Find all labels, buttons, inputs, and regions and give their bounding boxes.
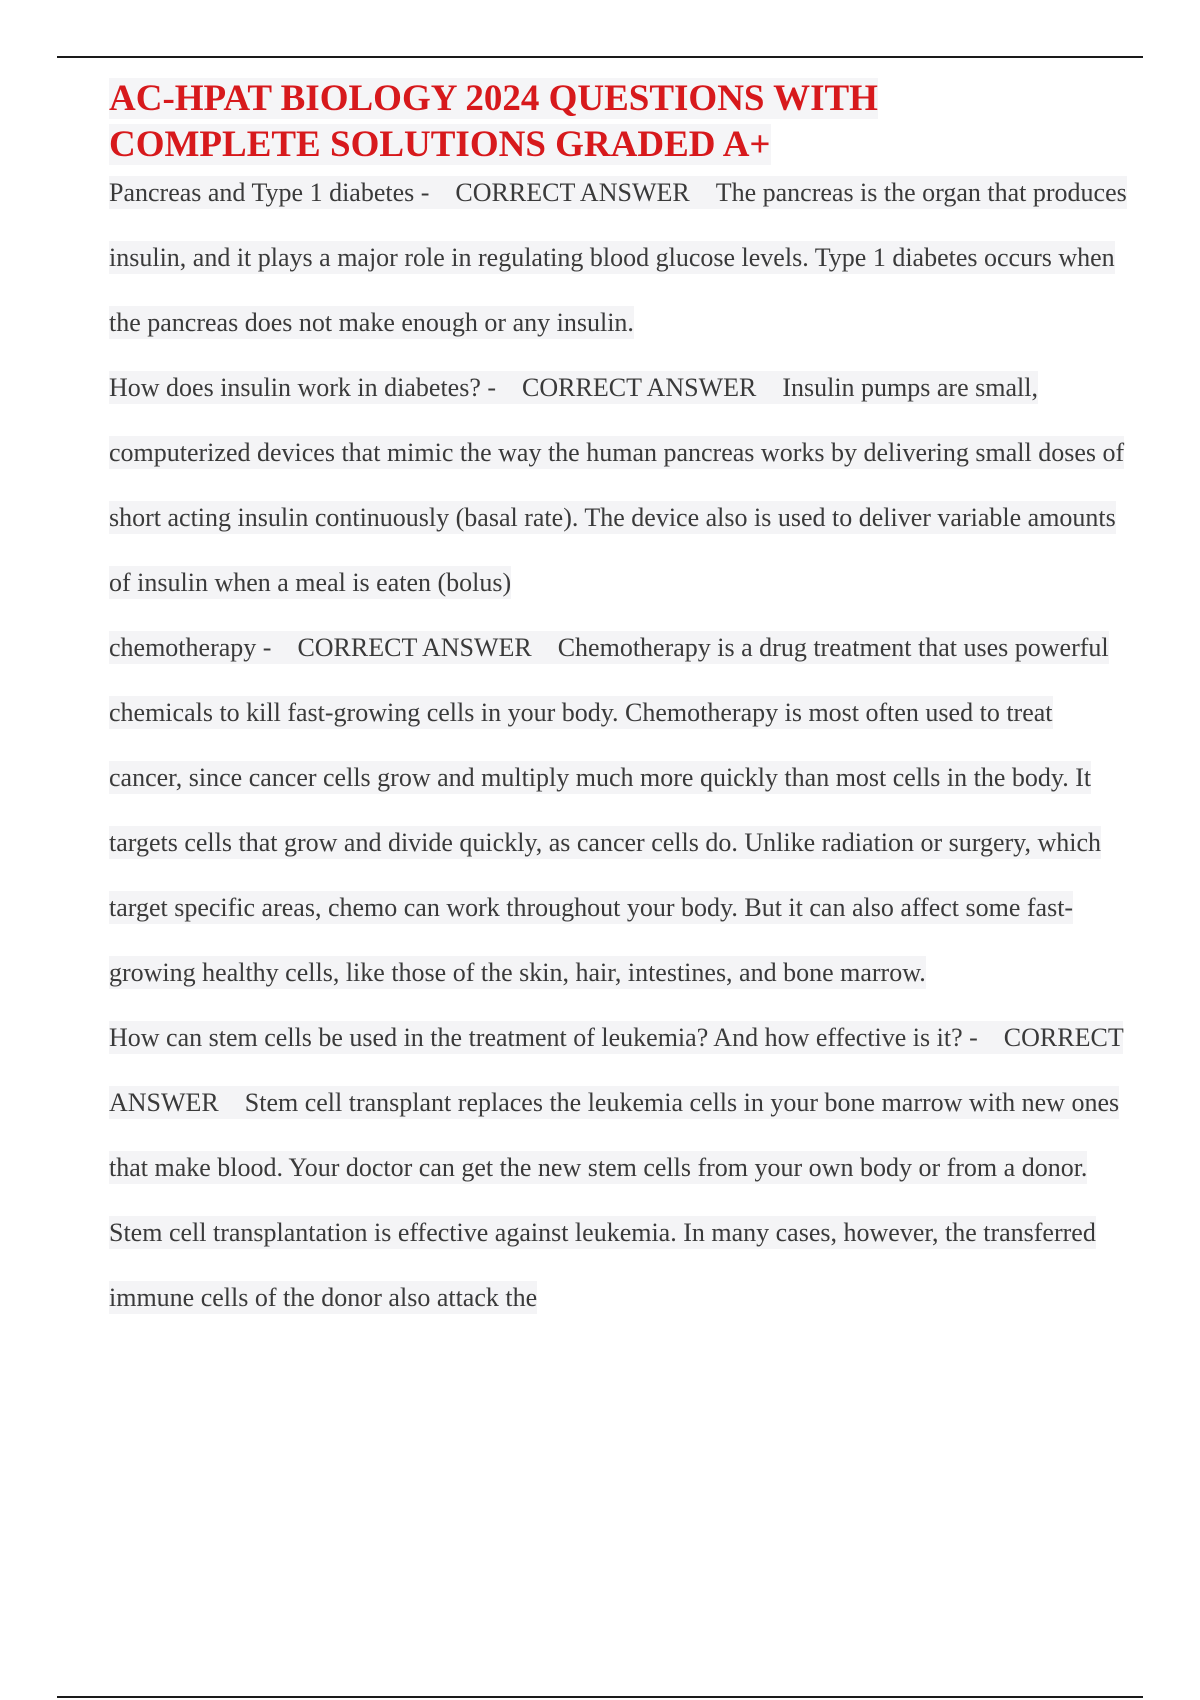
answer-text: Stem cell transplant replaces the leukemia cells in your bone marrow with new ones that make blood. Your doctor can get the new stem cells from your own body or from a donor. Stem cell transplantation is effective against leukemia. In many cases, however, the transferred immune cells of the donor also attack the xyxy=(109,1088,1120,1312)
correct-answer-marker: CORRECT ANSWER xyxy=(109,1023,1124,1117)
bottom-rule xyxy=(57,1696,1143,1698)
question-text: Pancreas and Type 1 diabetes - xyxy=(109,178,430,207)
correct-answer-marker: CORRECT ANSWER xyxy=(522,373,757,402)
top-rule xyxy=(57,56,1143,58)
qa-list xyxy=(109,160,1129,1330)
question-text: How can stem cells be used in the treatment of leukemia? And how effective is it? - xyxy=(109,1023,978,1052)
document-body xyxy=(109,76,1129,1330)
qa-entry-1 xyxy=(109,160,1129,355)
document-title: AC-HPAT BIOLOGY 2024 QUESTIONS WITH COMPLETE SOLUTIONS GRADED A+ xyxy=(109,78,878,165)
correct-answer-marker: CORRECT ANSWER xyxy=(297,633,532,662)
answer-text: The pancreas is the organ that produces insulin, and it plays a major role in regulating blood glucose levels. Type 1 diabetes occurs when the pancreas does not make enough or any insulin. xyxy=(109,178,1127,337)
correct-answer-marker: CORRECT ANSWER xyxy=(455,178,690,207)
qa-entry-2 xyxy=(109,355,1129,615)
qa-entry-4 xyxy=(109,1005,1129,1330)
question-text: chemotherapy - xyxy=(109,633,272,662)
answer-text: Chemotherapy is a drug treatment that uses powerful chemicals to kill fast-growing cells in your body. Chemotherapy is most often used to treat cancer, since cancer cells grow and multiply much more quickly than most cells in the body. It targets cells that grow and divide quickly, as cancer cells do. Unlike radiation or surgery, which target specific areas, chemo can work throughout your body. But it can also affect some fast-growing healthy cells, like those of the skin, hair, intestines, and bone marrow. xyxy=(109,633,1109,987)
qa-entry-3 xyxy=(109,615,1129,1005)
title-block xyxy=(109,76,969,168)
question-text: How does insulin work in diabetes? - xyxy=(109,373,497,402)
answer-text: Insulin pumps are small, computerized devices that mimic the way the human pancreas works by delivering small doses of short acting insulin continuously (basal rate). The device also is used to deliver variable amounts of insulin when a meal is eaten (bolus) xyxy=(109,373,1125,597)
